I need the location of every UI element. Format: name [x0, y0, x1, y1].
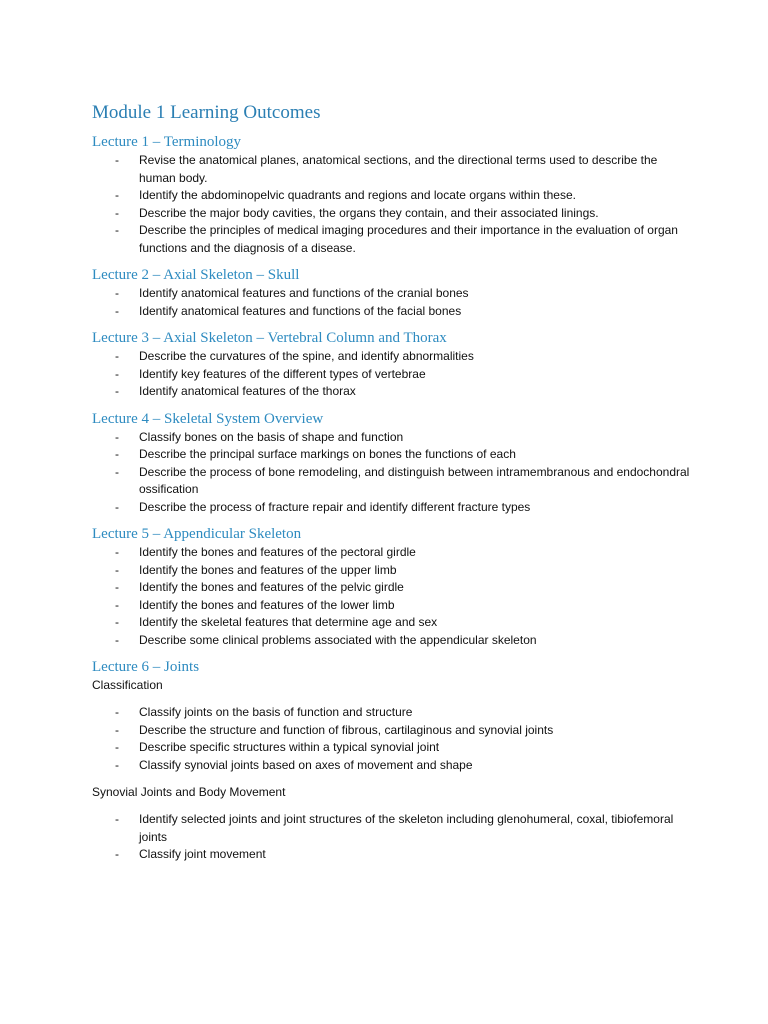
- list-item: - Identify the bones and features of the pelvic girdle: [92, 579, 692, 597]
- list-item: - Identify anatomical features and functions of the cranial bones: [92, 285, 692, 303]
- outcome-list: [92, 429, 692, 517]
- lecture-heading: Lecture 5 – Appendicular Skeleton: [92, 526, 302, 542]
- list-item: - Describe the process of fracture repair and identify different fracture types: [92, 499, 692, 517]
- lecture-section: [92, 409, 692, 517]
- outcome-list: [92, 348, 692, 401]
- lecture-section: [92, 132, 692, 257]
- lecture-heading: Lecture 1 – Terminology: [92, 134, 242, 150]
- list-item: - Describe the major body cavities, the organs they contain, and their associated linings.: [92, 205, 692, 223]
- list-item: - Revise the anatomical planes, anatomical sections, and the directional terms used to describe the human body.: [92, 152, 692, 187]
- list-item: - Classify bones on the basis of shape and function: [92, 429, 692, 447]
- outcome-list: [92, 285, 692, 320]
- lecture-heading: Lecture 3 – Axial Skeleton – Vertebral Column and Thorax: [92, 330, 447, 346]
- lecture-section: [92, 524, 692, 649]
- list-item: - Identify the bones and features of the pectoral girdle: [92, 544, 692, 562]
- outcome-list: [92, 704, 692, 774]
- list-item: - Identify key features of the different types of vertebrae: [92, 366, 692, 384]
- list-item: - Describe some clinical problems associated with the appendicular skeleton: [92, 632, 692, 650]
- lecture-heading: Lecture 4 – Skeletal System Overview: [92, 410, 324, 427]
- lecture-section: [92, 265, 692, 320]
- list-item: - Describe the curvatures of the spine, and identify abnormalities: [92, 348, 692, 366]
- lecture-heading: Lecture 6 – Joints: [92, 659, 200, 675]
- list-item: - Describe the principles of medical imaging procedures and their importance in the evaluation of organ functions and the diagnosis of a disease.: [92, 222, 692, 257]
- outcome-list: [92, 152, 692, 257]
- lecture-section: [92, 328, 692, 401]
- list-item: - Identify the bones and features of the lower limb: [92, 597, 692, 615]
- outcome-list: [92, 811, 692, 864]
- list-item: - Classify joints on the basis of function and structure: [92, 704, 692, 722]
- outcome-list: [92, 544, 692, 649]
- list-item: - Classify synovial joints based on axes of movement and shape: [92, 757, 692, 775]
- lecture-section: [92, 657, 692, 864]
- list-item: - Identify anatomical features of the thorax: [92, 383, 692, 401]
- subsection-heading: Classification: [92, 678, 163, 692]
- list-item: - Identify anatomical features and functions of the facial bones: [92, 303, 692, 321]
- list-item: - Identify the bones and features of the upper limb: [92, 562, 692, 580]
- list-item: - Identify the abdominopelvic quadrants and regions and locate organs within these.: [92, 187, 692, 205]
- lecture-heading: Lecture 2 – Axial Skeleton – Skull: [92, 267, 300, 283]
- list-item: - Describe specific structures within a typical synovial joint: [92, 739, 692, 757]
- page-title: Module 1 Learning Outcomes: [92, 102, 321, 123]
- subsection-heading: Synovial Joints and Body Movement: [92, 785, 286, 799]
- document-page: [92, 100, 692, 872]
- list-item: - Identify selected joints and joint structures of the skeleton including glenohumeral, coxal, tibiofemoral joints: [92, 811, 692, 846]
- list-item: - Describe the structure and function of fibrous, cartilaginous and synovial joints: [92, 722, 692, 740]
- list-item: - Describe the principal surface markings on bones the functions of each: [92, 446, 692, 464]
- list-item: - Identify the skeletal features that determine age and sex: [92, 614, 692, 632]
- list-item: - Classify joint movement: [92, 846, 692, 864]
- list-item: - Describe the process of bone remodeling, and distinguish between intramembranous and endochondral ossification: [92, 464, 692, 499]
